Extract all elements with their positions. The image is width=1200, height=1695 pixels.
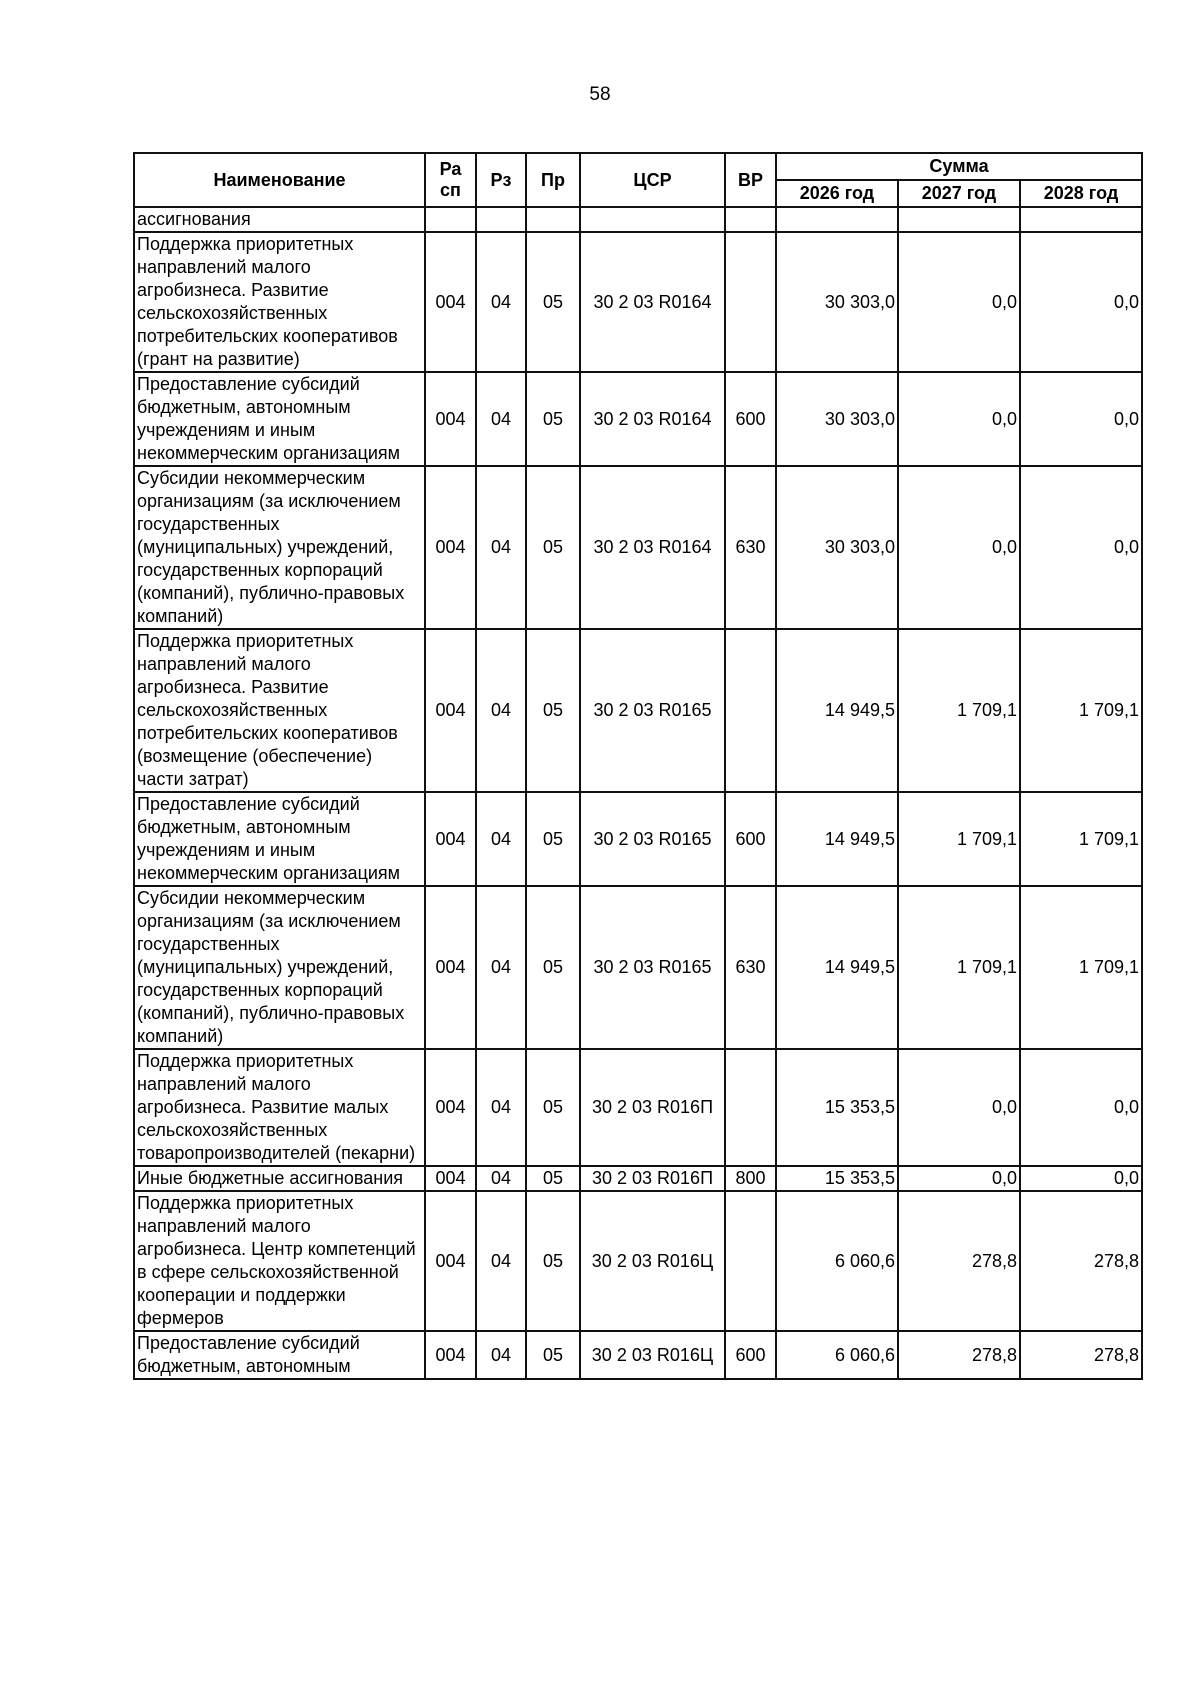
- cell-vr: [725, 629, 776, 792]
- cell-rz: [476, 207, 526, 232]
- cell-y2028: 1 709,1: [1020, 886, 1142, 1049]
- header-2027: 2027 год: [898, 180, 1020, 207]
- header-sum: Сумма: [776, 153, 1142, 180]
- cell-name: Поддержка приоритетных направлений малого агробизнеса. Центр компетенций в сфере сельскохозяйственной кооперации и поддержки фермеров: [134, 1191, 425, 1331]
- cell-rz: 04: [476, 232, 526, 372]
- cell-name: Поддержка приоритетных направлений малого агробизнеса. Развитие сельскохозяйственных потребительских кооперативов (возмещение (обеспечение) части затрат): [134, 629, 425, 792]
- page-number: 58: [589, 84, 611, 105]
- cell-pr: [526, 207, 580, 232]
- cell-y2026: 14 949,5: [776, 792, 898, 886]
- budget-table: [133, 152, 1143, 1380]
- cell-y2028: [1020, 207, 1142, 232]
- cell-name: Иные бюджетные ассигнования: [134, 1166, 425, 1191]
- header-vr: ВР: [725, 153, 776, 207]
- table-header: [134, 153, 1142, 207]
- cell-csr: 30 2 03 R016Ц: [580, 1331, 725, 1379]
- table-row: [134, 1331, 1142, 1379]
- cell-vr: 600: [725, 792, 776, 886]
- header-2028: 2028 год: [1020, 180, 1142, 207]
- cell-vr: 600: [725, 372, 776, 466]
- cell-y2027: 0,0: [898, 372, 1020, 466]
- cell-name: Поддержка приоритетных направлений малого агробизнеса. Развитие малых сельскохозяйственных товаропроизводителей (пекарни): [134, 1049, 425, 1166]
- cell-vr: [725, 207, 776, 232]
- header-rz: Рз: [476, 153, 526, 207]
- cell-y2026: 6 060,6: [776, 1331, 898, 1379]
- cell-rz: 04: [476, 1049, 526, 1166]
- cell-rz: 04: [476, 372, 526, 466]
- cell-vr: 630: [725, 466, 776, 629]
- cell-vr: [725, 232, 776, 372]
- cell-rz: 04: [476, 466, 526, 629]
- cell-csr: 30 2 03 R0165: [580, 886, 725, 1049]
- cell-csr: 30 2 03 R016П: [580, 1049, 725, 1166]
- cell-csr: 30 2 03 R0164: [580, 372, 725, 466]
- cell-pr: 05: [526, 372, 580, 466]
- cell-rz: 04: [476, 1191, 526, 1331]
- cell-rz: 04: [476, 886, 526, 1049]
- cell-rasp: [425, 207, 476, 232]
- header-csr: ЦСР: [580, 153, 725, 207]
- cell-y2027: 0,0: [898, 466, 1020, 629]
- table-row: [134, 372, 1142, 466]
- cell-pr: 05: [526, 886, 580, 1049]
- cell-pr: 05: [526, 629, 580, 792]
- cell-pr: 05: [526, 792, 580, 886]
- cell-rasp: 004: [425, 1166, 476, 1191]
- cell-vr: 800: [725, 1166, 776, 1191]
- cell-csr: 30 2 03 R016П: [580, 1166, 725, 1191]
- table-row: [134, 466, 1142, 629]
- cell-y2026: 30 303,0: [776, 466, 898, 629]
- cell-name: ассигнования: [134, 207, 425, 232]
- cell-y2026: 6 060,6: [776, 1191, 898, 1331]
- cell-pr: 05: [526, 232, 580, 372]
- cell-y2028: 278,8: [1020, 1331, 1142, 1379]
- table-row: [134, 207, 1142, 232]
- cell-vr: 630: [725, 886, 776, 1049]
- cell-rasp: 004: [425, 372, 476, 466]
- cell-y2027: [898, 207, 1020, 232]
- cell-y2026: 14 949,5: [776, 629, 898, 792]
- cell-vr: [725, 1049, 776, 1166]
- cell-pr: 05: [526, 1191, 580, 1331]
- cell-y2026: 30 303,0: [776, 372, 898, 466]
- table-row: [134, 629, 1142, 792]
- table-body: [134, 207, 1142, 1379]
- header-rasp: Ра сп: [425, 153, 476, 207]
- cell-rasp: 004: [425, 792, 476, 886]
- cell-y2028: 0,0: [1020, 466, 1142, 629]
- cell-csr: [580, 207, 725, 232]
- cell-vr: [725, 1191, 776, 1331]
- cell-name: Субсидии некоммерческим организациям (за исключением государственных (муниципальных) учреждений, государственных корпораций (компаний), публично-правовых компаний): [134, 886, 425, 1049]
- cell-y2027: 1 709,1: [898, 792, 1020, 886]
- cell-pr: 05: [526, 466, 580, 629]
- cell-y2026: 15 353,5: [776, 1049, 898, 1166]
- cell-y2027: 278,8: [898, 1331, 1020, 1379]
- cell-rz: 04: [476, 1331, 526, 1379]
- table-row: [134, 1166, 1142, 1191]
- cell-pr: 05: [526, 1331, 580, 1379]
- cell-name: Предоставление субсидий бюджетным, автономным учреждениям и иным некоммерческим организациям: [134, 792, 425, 886]
- cell-rasp: 004: [425, 1049, 476, 1166]
- cell-y2026: 30 303,0: [776, 232, 898, 372]
- cell-y2028: 0,0: [1020, 1049, 1142, 1166]
- cell-pr: 05: [526, 1166, 580, 1191]
- cell-y2027: 278,8: [898, 1191, 1020, 1331]
- cell-rasp: 004: [425, 466, 476, 629]
- cell-y2028: 0,0: [1020, 1166, 1142, 1191]
- cell-y2026: 15 353,5: [776, 1166, 898, 1191]
- cell-csr: 30 2 03 R0165: [580, 792, 725, 886]
- header-pr: Пр: [526, 153, 580, 207]
- cell-name: Субсидии некоммерческим организациям (за исключением государственных (муниципальных) учреждений, государственных корпораций (компаний), публично-правовых компаний): [134, 466, 425, 629]
- cell-rasp: 004: [425, 1191, 476, 1331]
- cell-rasp: 004: [425, 232, 476, 372]
- cell-y2028: 278,8: [1020, 1191, 1142, 1331]
- cell-rasp: 004: [425, 1331, 476, 1379]
- cell-y2026: [776, 207, 898, 232]
- cell-csr: 30 2 03 R016Ц: [580, 1191, 725, 1331]
- cell-y2028: 1 709,1: [1020, 629, 1142, 792]
- table-row: [134, 792, 1142, 886]
- cell-y2027: 0,0: [898, 1166, 1020, 1191]
- cell-name: Предоставление субсидий бюджетным, автономным: [134, 1331, 425, 1379]
- cell-csr: 30 2 03 R0164: [580, 466, 725, 629]
- cell-name: Предоставление субсидий бюджетным, автономным учреждениям и иным некоммерческим организациям: [134, 372, 425, 466]
- table-row: [134, 232, 1142, 372]
- cell-y2028: 0,0: [1020, 232, 1142, 372]
- cell-y2027: 1 709,1: [898, 629, 1020, 792]
- cell-pr: 05: [526, 1049, 580, 1166]
- table-row: [134, 1049, 1142, 1166]
- cell-y2027: 0,0: [898, 232, 1020, 372]
- table-row: [134, 1191, 1142, 1331]
- cell-rz: 04: [476, 792, 526, 886]
- cell-rz: 04: [476, 629, 526, 792]
- cell-csr: 30 2 03 R0165: [580, 629, 725, 792]
- table-row: [134, 886, 1142, 1049]
- cell-y2028: 0,0: [1020, 372, 1142, 466]
- cell-y2027: 1 709,1: [898, 886, 1020, 1049]
- cell-y2027: 0,0: [898, 1049, 1020, 1166]
- cell-rasp: 004: [425, 629, 476, 792]
- header-name: Наименование: [134, 153, 425, 207]
- cell-vr: 600: [725, 1331, 776, 1379]
- cell-y2028: 1 709,1: [1020, 792, 1142, 886]
- cell-y2026: 14 949,5: [776, 886, 898, 1049]
- cell-rasp: 004: [425, 886, 476, 1049]
- cell-csr: 30 2 03 R0164: [580, 232, 725, 372]
- header-2026: 2026 год: [776, 180, 898, 207]
- cell-rz: 04: [476, 1166, 526, 1191]
- cell-name: Поддержка приоритетных направлений малого агробизнеса. Развитие сельскохозяйственных потребительских кооперативов (грант на развитие): [134, 232, 425, 372]
